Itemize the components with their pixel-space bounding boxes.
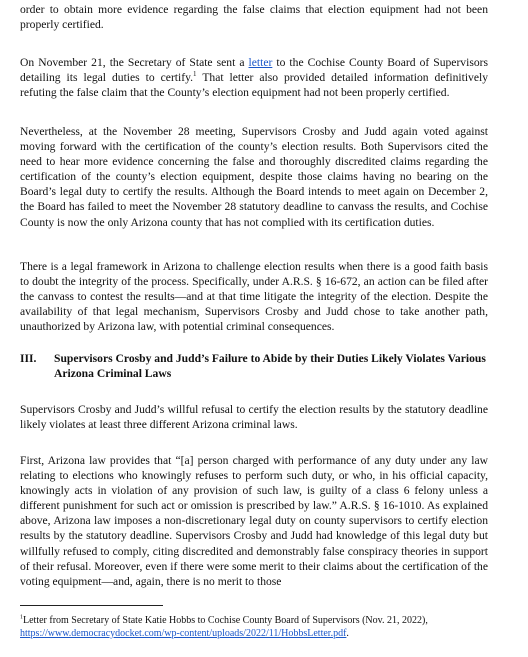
paragraph-text: to the Cochise County Board of Supervisors detailing its legal duties to certify.	[20, 56, 489, 85]
paragraph-nov28-meeting: Nevertheless, at the November 28 meeting, Supervisors Crosby and Judd again voted against moving forward with the certification of the county’s election results. Both Supervisors cited the need to hear more evidence concerning the false and thoroughly discredited claims regarding the certification of the county’s election equipment, despite those claims having no bearing on the Board’s legal duty to certify the results. Although the Board intends to meet again on December 2, the Board has failed to meet the November 28 statutory deadline to canvass the results, and Cochise County is now the only Arizona county that has not complied with its certification duties.	[20, 125, 488, 229]
footnote-ref: 1	[193, 70, 197, 79]
footnote-text: Letter from Secretary of State Katie Hobbs to Cochise County Board of Supervisors (Nov. 21, 2022),	[23, 615, 428, 626]
paragraph-first-law: First, Arizona law provides that “[a] person charged with performance of any duty under any law relating to elections who knowingly refuses to perform such duty, or who, in his official capacity, knowingly acts in violation of any provision of such law, is guilty of a class 6 felony unless a different punishment for such act or omission is prescribed by law.” A.R.S. § 16-1010. As explained above, Arizona law imposes a non-discretionary legal duty on county supervisors to certify election results by the statutory deadline. Supervisors Crosby and Judd had knowledge of this legal duty but willfully refused to comply, citing discredited and demonstrably false conspiracy theories in support of their refusal. Moreover, even if there were some merit to their claims about the certification of the voting equipment—and, again, there is no merit to those	[20, 454, 488, 588]
section-number: III.	[20, 352, 37, 365]
paragraph-secretary-letter	[20, 55, 488, 100]
letter-link[interactable]: letter	[248, 56, 273, 69]
footnote-url-link[interactable]: https://www.democracydocket.com/wp-content/uploads/2022/11/HobbsLetter.pdf	[20, 628, 347, 639]
paragraph-legal-framework: There is a legal framework in Arizona to challenge election results when there is a good faith basis to doubt the integrity of the process. Specifically, under A.R.S. § 16-672, an action can be filed after the canvass to contest the results—and at that time litigate the integrity of the election. Despite the availability of that legal mechanism, Supervisors Crosby and Judd chose to take another path, unauthorized by Arizona law, with potential criminal consequences.	[20, 260, 488, 334]
paragraph-intro-continuation: order to obtain more evidence regarding the false claims that election equipment had not been properly certified.	[20, 3, 488, 32]
footnote-trailing: .	[346, 628, 349, 639]
paragraph-text: That letter also provided detailed information definitively refuting the false claim that the County’s election equipment had not been properly certified.	[20, 71, 488, 100]
paragraph-text: On November 21, the Secretary of State sent a	[20, 56, 249, 69]
footnote-marker: 1	[20, 614, 23, 621]
section-title: Supervisors Crosby and Judd’s Failure to Abide by their Duties Likely Violates Various Arizona Criminal Laws	[54, 352, 486, 381]
paragraph-willful-refusal: Supervisors Crosby and Judd’s willful refusal to certify the election results by the statutory deadline likely violates at least three different Arizona criminal laws.	[20, 403, 488, 432]
section-heading	[20, 351, 490, 381]
footnote-divider	[20, 605, 163, 606]
footnote	[20, 614, 495, 640]
